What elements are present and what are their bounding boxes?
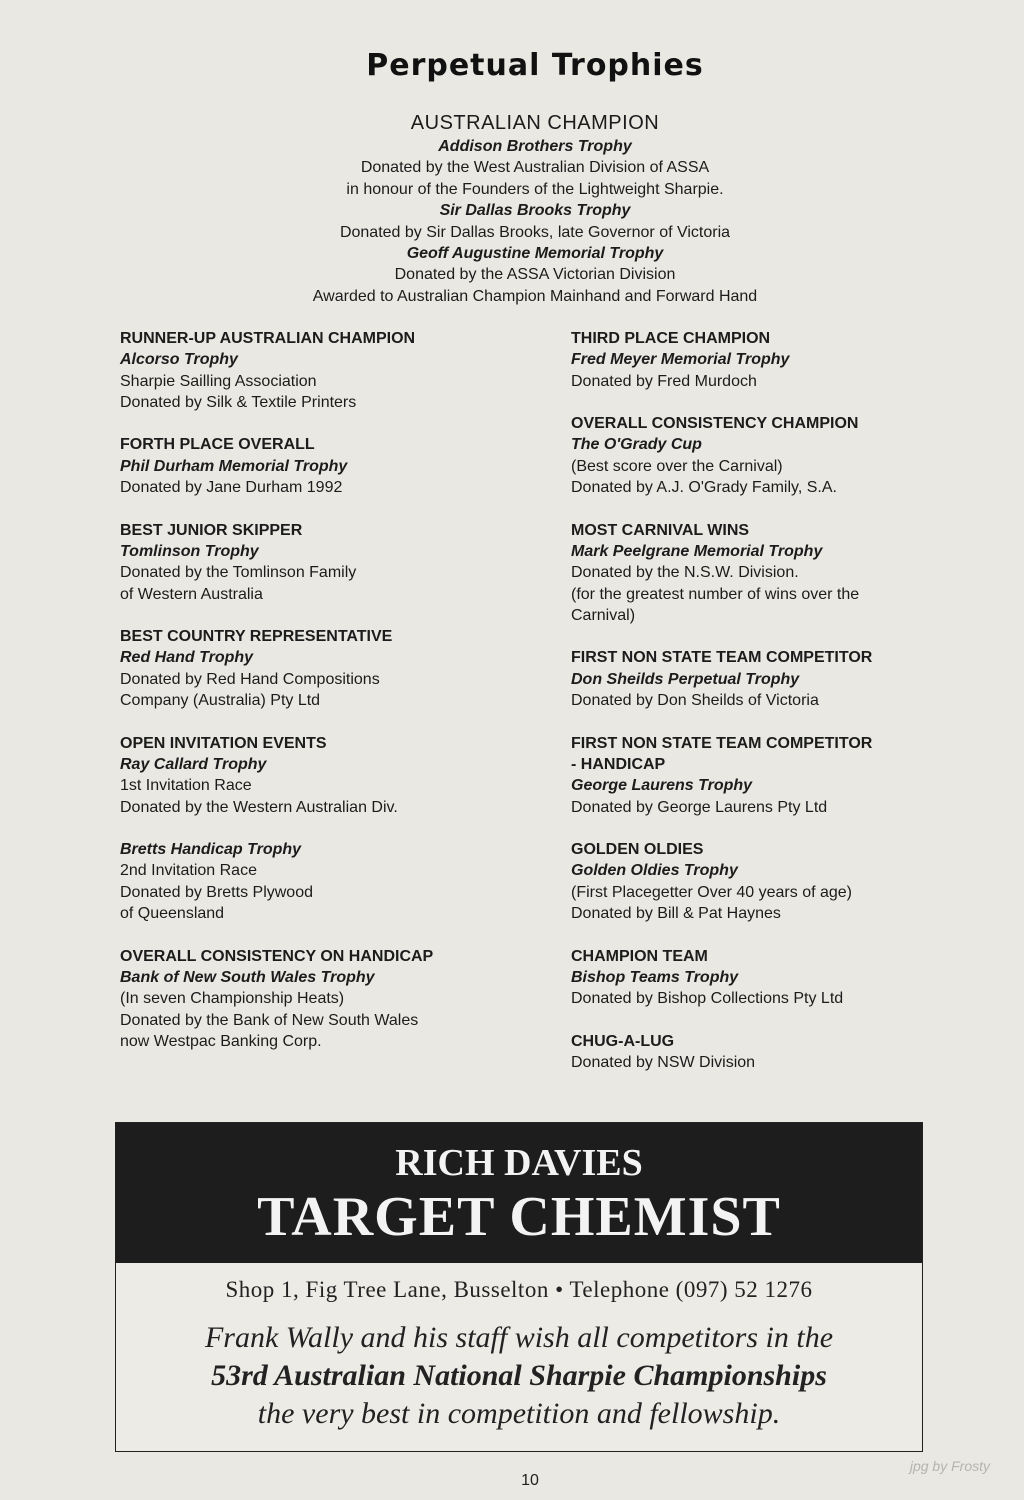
award-category: OVERALL CONSISTENCY ON HANDICAP xyxy=(120,947,434,965)
trophy-detail: Donated by Bill & Pat Haynes xyxy=(571,905,781,923)
right-awards-column xyxy=(571,328,921,1095)
trophy-detail: Donated by Sir Dallas Brooks, late Governor of Victoria xyxy=(339,223,731,241)
trophy-detail: Donated by the Tomlinson Family xyxy=(120,564,357,582)
award-category: - HANDICAP xyxy=(571,755,666,773)
trophy-name: Don Sheilds Perpetual Trophy xyxy=(571,670,800,688)
trophy-detail: 1st Invitation Race xyxy=(120,777,252,795)
australian-champion-section xyxy=(0,110,1024,307)
section-lines xyxy=(0,136,1024,307)
section-heading: AUSTRALIAN CHAMPION xyxy=(410,112,660,134)
trophy-detail: Donated by the Bank of New South Wales xyxy=(120,1011,419,1029)
award-category: CHUG-A-LUG xyxy=(571,1032,675,1050)
trophy-detail: Donated by George Laurens Pty Ltd xyxy=(571,798,828,816)
trophy-detail: Donated by Jane Durham 1992 xyxy=(120,479,343,497)
award-category: GOLDEN OLDIES xyxy=(571,841,704,859)
advertisement xyxy=(115,1122,923,1452)
trophy-detail: (for the greatest number of wins over the xyxy=(571,585,860,603)
page-number: 10 xyxy=(521,1472,539,1489)
award-entry xyxy=(120,520,550,605)
award-entry xyxy=(571,413,921,498)
trophy-name: Red Hand Trophy xyxy=(120,649,254,667)
trophy-detail: in honour of the Founders of the Lightweight Sharpie. xyxy=(346,180,724,198)
award-entry xyxy=(120,626,550,711)
award-entry xyxy=(571,839,921,924)
award-entry xyxy=(120,839,550,924)
trophy-detail: Donated by A.J. O'Grady Family, S.A. xyxy=(571,479,837,497)
ad-message-line: 53rd Australian National Sharpie Championships xyxy=(211,1359,827,1392)
trophy-detail: (First Placegetter Over 40 years of age) xyxy=(571,883,852,901)
award-entry xyxy=(120,434,550,498)
award-category: OVERALL CONSISTENCY CHAMPION xyxy=(571,415,859,433)
trophy-name: Sir Dallas Brooks Trophy xyxy=(439,202,631,220)
award-entry xyxy=(120,733,550,818)
award-category: FIRST NON STATE TEAM COMPETITOR xyxy=(571,649,873,667)
left-awards-column xyxy=(120,328,550,1073)
ad-address: Shop 1, Fig Tree Lane, Busselton • Telephone (097) 52 1276 xyxy=(225,1277,813,1302)
trophy-name: George Laurens Trophy xyxy=(571,777,753,795)
award-entry xyxy=(571,520,921,626)
trophy-detail: Donated by the N.S.W. Division. xyxy=(571,564,799,582)
trophy-name: Addison Brothers Trophy xyxy=(438,138,632,155)
award-category: BEST JUNIOR SKIPPER xyxy=(120,521,303,539)
trophy-name: Golden Oldies Trophy xyxy=(571,862,738,880)
award-entry xyxy=(120,328,550,413)
trophy-detail: (Best score over the Carnival) xyxy=(571,457,783,475)
ad-business: TARGET CHEMIST xyxy=(257,1186,781,1248)
trophy-detail: Carnival) xyxy=(571,606,636,624)
trophy-detail: of Western Australia xyxy=(120,585,263,603)
trophy-detail: Donated by Bishop Collections Pty Ltd xyxy=(571,990,844,1008)
trophy-detail: Donated by Fred Murdoch xyxy=(571,372,757,390)
award-category: MOST CARNIVAL WINS xyxy=(571,521,750,539)
trophy-name: Tomlinson Trophy xyxy=(120,542,259,560)
award-category: RUNNER-UP AUSTRALIAN CHAMPION xyxy=(120,330,416,347)
award-entry xyxy=(571,946,921,1010)
award-entry xyxy=(571,1031,921,1074)
trophy-name: Alcorso Trophy xyxy=(120,351,238,369)
award-category: CHAMPION TEAM xyxy=(571,947,708,965)
trophy-name: Mark Peelgrane Memorial Trophy xyxy=(571,542,823,560)
trophy-detail: Donated by the Western Australian Div. xyxy=(120,798,398,816)
image-credit: jpg by Frosty xyxy=(909,1458,990,1474)
page-title: Perpetual Trophies xyxy=(366,48,704,83)
ad-message xyxy=(116,1319,922,1433)
trophy-detail: Sharpie Sailling Association xyxy=(120,372,317,390)
award-category: THIRD PLACE CHAMPION xyxy=(571,330,771,347)
ad-name: RICH DAVIES xyxy=(395,1142,643,1184)
ad-banner xyxy=(116,1123,922,1263)
award-entry xyxy=(120,946,550,1052)
trophy-detail: Donated by Don Sheilds of Victoria xyxy=(571,692,819,710)
trophy-name: Fred Meyer Memorial Trophy xyxy=(571,351,790,369)
trophy-detail: Donated by the ASSA Victorian Division xyxy=(394,266,676,284)
award-entry xyxy=(571,733,921,818)
ad-message-line: Frank Wally and his staff wish all competitors in the xyxy=(204,1321,834,1354)
trophy-detail: Company (Australia) Pty Ltd xyxy=(120,692,321,710)
trophy-name: Phil Durham Memorial Trophy xyxy=(120,457,348,475)
trophy-name: Bank of New South Wales Trophy xyxy=(120,968,375,986)
ad-message-line: the very best in competition and fellowship. xyxy=(257,1397,781,1430)
trophy-name: The O'Grady Cup xyxy=(571,436,702,454)
trophy-name: Geoff Augustine Memorial Trophy xyxy=(406,245,664,263)
trophy-detail: Donated by Bretts Plywood xyxy=(120,883,313,901)
award-category: FIRST NON STATE TEAM COMPETITOR xyxy=(571,734,873,752)
trophy-detail: Donated by Red Hand Compositions xyxy=(120,670,380,688)
trophy-detail: Donated by NSW Division xyxy=(571,1054,756,1072)
trophy-detail: (In seven Championship Heats) xyxy=(120,990,345,1008)
award-category: FORTH PLACE OVERALL xyxy=(120,436,315,454)
award-entry xyxy=(571,328,921,392)
trophy-detail: 2nd Invitation Race xyxy=(120,862,257,880)
trophy-detail: now Westpac Banking Corp. xyxy=(120,1032,322,1050)
trophy-detail: Donated by Silk & Textile Printers xyxy=(120,393,357,411)
trophy-name: Bretts Handicap Trophy xyxy=(120,841,302,859)
trophy-detail: Awarded to Australian Champion Mainhand and Forward Hand xyxy=(312,287,758,305)
award-category: BEST COUNTRY REPRESENTATIVE xyxy=(120,628,393,646)
trophy-name: Ray Callard Trophy xyxy=(120,755,267,773)
trophy-detail: Donated by the West Australian Division of ASSA xyxy=(360,159,710,177)
trophy-detail: of Queensland xyxy=(120,905,225,923)
award-entry xyxy=(571,647,921,711)
award-category: OPEN INVITATION EVENTS xyxy=(120,734,327,752)
trophy-name: Bishop Teams Trophy xyxy=(571,968,739,986)
